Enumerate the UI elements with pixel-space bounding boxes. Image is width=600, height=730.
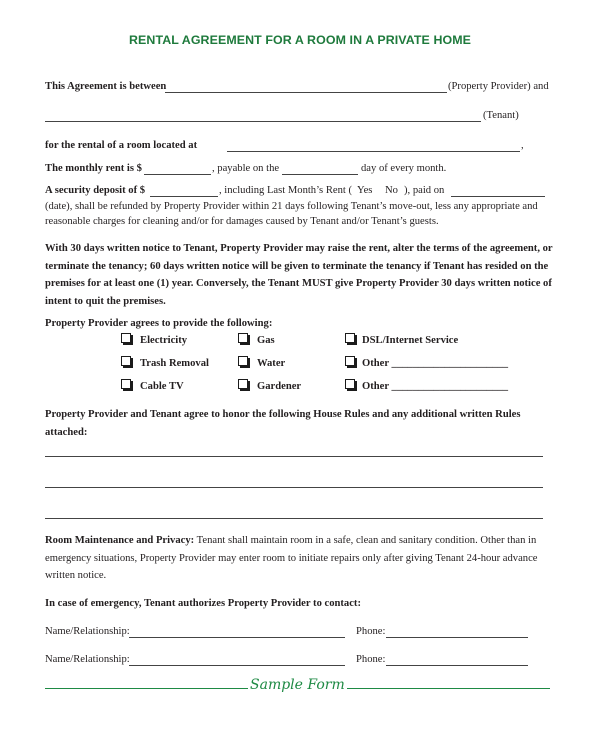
other-utility-1-label[interactable]: Other ______________________	[362, 358, 509, 369]
maintenance-paragraph	[45, 532, 545, 585]
rental-address-field[interactable]	[227, 151, 520, 152]
notice-paragraph: With 30 days written notice to Tenant, Property Provider may raise the rent, alter the terms of the agreement, or terminate the tenancy; 60 days written notice will be given to terminate the tenancy if Tenant has resided on the premises for at least one (1) year. Conversely, the Tenant MUST give Property Provider 30 days written notice of intent to quit the premises.	[45, 243, 553, 307]
maintenance-text: Tenant shall maintain room in a safe, clean and sanitary condition. Other than in emergency situations, Property Provider may enter room to initiate repairs only after giving Tenant 24-hour advance written notice.	[45, 535, 538, 582]
rental-location-period: ,	[521, 140, 524, 151]
gas-checkbox[interactable]	[238, 333, 248, 343]
electricity-label: Electricity	[140, 335, 188, 346]
provider-suffix: (Property Provider) and	[448, 81, 549, 92]
water-checkbox[interactable]	[238, 356, 248, 366]
tenant-suffix: (Tenant)	[483, 110, 519, 121]
provider-name-field[interactable]	[165, 92, 447, 93]
rent-day-text: day of every month.	[361, 163, 447, 174]
sample-form-footer: Sample Form	[250, 677, 345, 693]
rental-location-label: for the rental of a room located at	[45, 140, 198, 151]
form-title: RENTAL AGREEMENT FOR A ROOM IN A PRIVATE HOME	[128, 33, 472, 47]
dsl-internet-checkbox[interactable]	[345, 333, 355, 343]
other-utility-1-checkbox[interactable]	[345, 356, 355, 366]
contact-2-phone-field[interactable]	[386, 665, 528, 666]
deposit-date-field[interactable]	[451, 196, 545, 197]
contact-1-phone-field[interactable]	[386, 637, 528, 638]
contact-1-phone-label: Phone:	[356, 626, 386, 637]
gas-label: Gas	[257, 335, 275, 346]
rent-day-field[interactable]	[282, 174, 358, 175]
house-rule-line-1[interactable]	[45, 456, 543, 457]
security-deposit-field[interactable]	[150, 196, 218, 197]
rent-payable-text: , payable on the	[212, 163, 280, 174]
cable-tv-label: Cable TV	[140, 381, 184, 392]
trash-removal-checkbox[interactable]	[121, 356, 131, 366]
deposit-yes-option[interactable]: Yes	[357, 185, 373, 196]
security-deposit-label: A security deposit of $	[45, 185, 146, 196]
footer-rule-right	[347, 688, 550, 689]
gardener-checkbox[interactable]	[238, 379, 248, 389]
other-utility-2-checkbox[interactable]	[345, 379, 355, 389]
house-rules-heading: Property Provider and Tenant agree to honor the following House Rules and any additional written Rules attached:	[45, 409, 521, 438]
contact-1-name-field[interactable]	[129, 637, 345, 638]
agreement-between-label: This Agreement is between	[45, 81, 167, 92]
contact-2-phone-label: Phone:	[356, 654, 386, 665]
contact-2-name-field[interactable]	[129, 665, 345, 666]
house-rule-line-3[interactable]	[45, 518, 543, 519]
other-utility-2-label[interactable]: Other ______________________	[362, 381, 509, 392]
contact-2-name-label: Name/Relationship:	[45, 654, 130, 665]
trash-removal-label: Trash Removal	[140, 358, 209, 369]
maintenance-label: Room Maintenance and Privacy:	[45, 535, 195, 546]
footer-rule-left	[45, 688, 248, 689]
tenant-name-field[interactable]	[45, 121, 481, 122]
house-rule-line-2[interactable]	[45, 487, 543, 488]
deposit-including-text: , including Last Month’s Rent (	[219, 185, 353, 196]
monthly-rent-field[interactable]	[144, 174, 211, 175]
deposit-refund-line: (date), shall be refunded by Property Provider within 21 days following Tenant’s move-out, less any appropriate and	[45, 201, 538, 212]
emergency-heading: In case of emergency, Tenant authorizes Property Provider to contact:	[45, 598, 361, 609]
gardener-label: Gardener	[257, 381, 302, 392]
dsl-internet-label: DSL/Internet Service	[362, 335, 459, 346]
deposit-no-option[interactable]: No	[385, 185, 398, 196]
water-label: Water	[257, 358, 286, 369]
monthly-rent-label: The monthly rent is $	[45, 163, 142, 174]
electricity-checkbox[interactable]	[121, 333, 131, 343]
cable-tv-checkbox[interactable]	[121, 379, 131, 389]
provides-heading: Property Provider agrees to provide the following:	[45, 318, 273, 329]
deposit-paid-text: ), paid on	[404, 185, 445, 196]
contact-1-name-label: Name/Relationship:	[45, 626, 130, 637]
deposit-charges-line: reasonable charges for cleaning and/or for damages caused by Tenant and/or Tenant’s guests.	[45, 216, 439, 227]
